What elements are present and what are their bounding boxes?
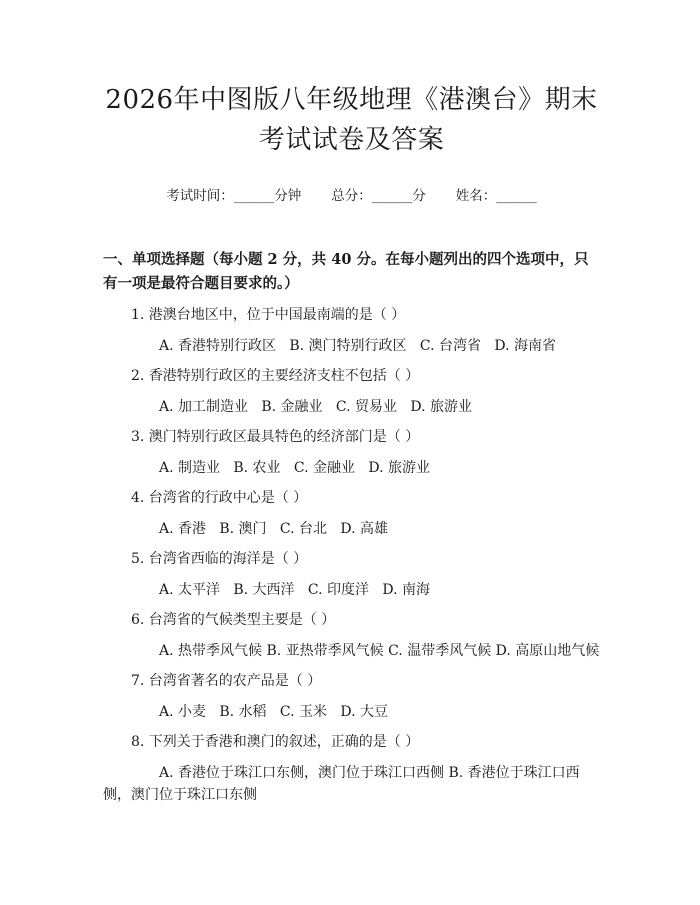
question-options: A. 加工制造业 B. 金融业 C. 贸易业 D. 旅游业 (159, 399, 472, 415)
page-title: 2026年中图版八年级地理《港澳台》期末考试试卷及答案 (105, 85, 598, 155)
question-options: A. 香港 B. 澳门 C. 台北 D. 高雄 (159, 521, 388, 537)
question-stem: 2. 香港特别行政区的主要经济支柱不包括（ ） (131, 368, 420, 384)
question-stem: 1. 港澳台地区中，位于中国最南端的是（ ） (131, 307, 406, 323)
question-options: A. 热带季风气候 B. 亚热带季风气候 C. 温带季风气候 D. 高原山地气候 (159, 643, 600, 659)
question-3 (103, 426, 600, 479)
section-heading: 一、单项选择题（每小题 2 分，共 40 分。在每小题列出的四个选项中，只有一项是最符合题目要求的。） (103, 251, 589, 292)
question-6 (103, 609, 600, 662)
question-stem: 8. 下列关于香港和澳门的叙述，正确的是（ ） (131, 734, 420, 750)
question-stem: 4. 台湾省的行政中心是（ ） (131, 490, 308, 506)
exam-time-field: 考试时间：______分钟 (166, 188, 302, 204)
question-1 (103, 304, 600, 357)
student-name-field: 姓名：______ (455, 188, 537, 204)
question-options: A. 太平洋 B. 大西洋 C. 印度洋 D. 南海 (159, 582, 430, 598)
question-options: A. 香港位于珠江口东侧，澳门位于珠江口西侧 B. 香港位于珠江口西侧，澳门位于珠江口东侧 (103, 765, 580, 803)
total-score-field: 总分：______分 (331, 188, 426, 204)
question-options: A. 制造业 B. 农业 C. 金融业 D. 旅游业 (159, 460, 430, 476)
question-8 (103, 731, 600, 806)
question-options: A. 小麦 B. 水稻 C. 玉米 D. 大豆 (159, 704, 388, 720)
question-4 (103, 487, 600, 540)
question-stem: 6. 台湾省的气候类型主要是（ ） (131, 612, 336, 628)
question-options: A. 香港特别行政区 B. 澳门特别行政区 C. 台湾省 D. 海南省 (159, 338, 556, 354)
question-stem: 3. 澳门特别行政区最具特色的经济部门是（ ） (131, 429, 420, 445)
question-stem: 7. 台湾省著名的农产品是（ ） (131, 673, 322, 689)
question-stem: 5. 台湾省西临的海洋是（ ） (131, 551, 308, 567)
question-2 (103, 365, 600, 418)
exam-meta (103, 184, 600, 204)
question-5 (103, 548, 600, 601)
question-7 (103, 670, 600, 723)
